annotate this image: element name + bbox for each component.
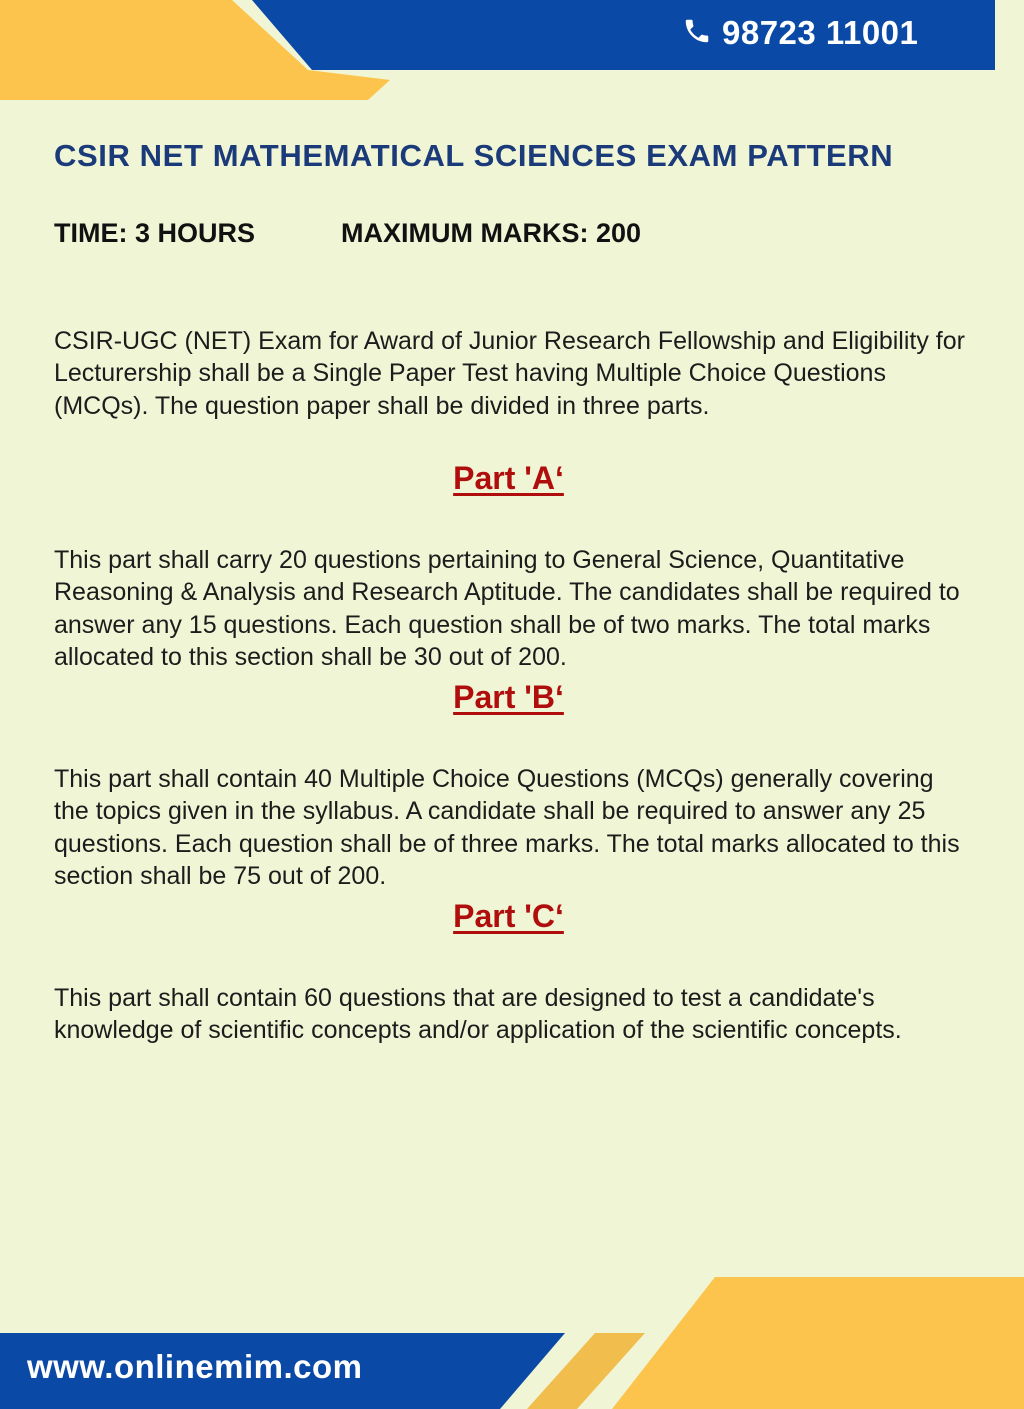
phone-contact[interactable]	[682, 10, 918, 56]
part-b-text: This part shall contain 40 Multiple Choice Questions (MCQs) generally covering the topics given in the syllabus. A candidate shall be required to answer any 25 questions. Each question shall be of three marks. The total marks allocated to this section shall be 75 out of 200.	[54, 765, 960, 891]
part-c-text: This part shall contain 60 questions that are designed to test a candidate's knowledge of scientific concepts and/or application of the scientific concepts.	[54, 984, 902, 1045]
part-b-heading: Part 'B‘	[453, 679, 564, 715]
part-a-heading: Part 'A‘	[453, 460, 564, 496]
intro-paragraph: CSIR-UGC (NET) Exam for Award of Junior Research Fellowship and Eligibility for Lecturership shall be a Single Paper Test having Multiple Choice Questions (MCQs). The question paper shall be divided in three parts.	[54, 327, 965, 420]
exam-max-marks: MAXIMUM MARKS: 200	[341, 218, 642, 248]
part-a-text: This part shall carry 20 questions pertaining to General Science, Quantitative Reasoning & Analysis and Research Aptitude. The candidates shall be required to answer any 15 questions. Each question shall be of two marks. The total marks allocated to this section shall be 30 out of 200.	[54, 546, 960, 672]
part-c-heading: Part 'C‘	[453, 898, 564, 934]
website-link[interactable]: www.onlinemim.com	[27, 1348, 363, 1385]
exam-time: TIME: 3 HOURS	[54, 218, 256, 248]
phone-number: 98723 11001	[722, 14, 919, 51]
page-title: CSIR NET MATHEMATICAL SCIENCES EXAM PATTERN	[54, 138, 894, 173]
bottom-yellow-block	[612, 1277, 1024, 1409]
phone-icon	[682, 16, 712, 51]
